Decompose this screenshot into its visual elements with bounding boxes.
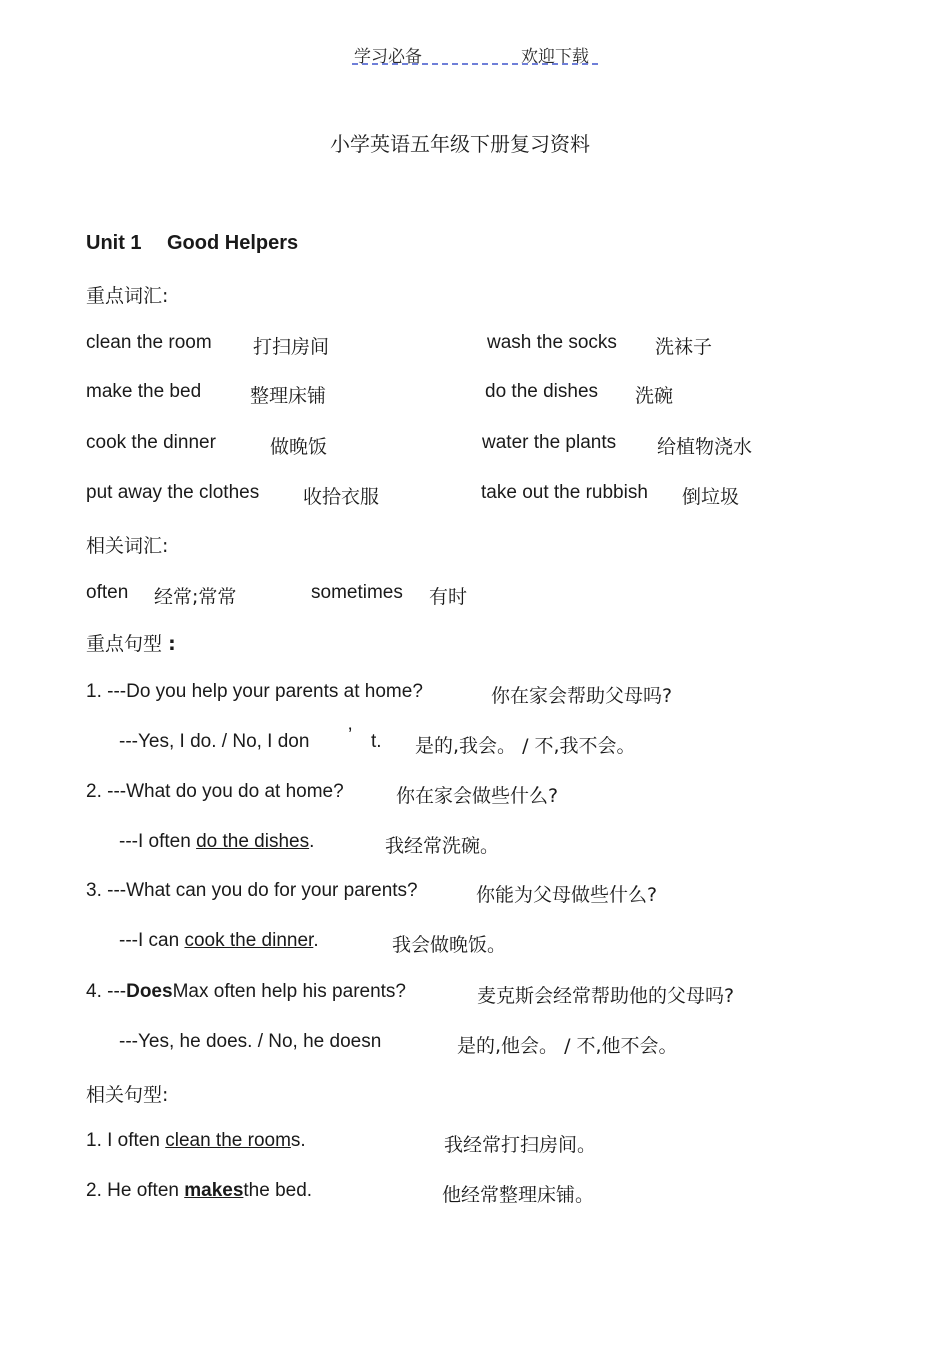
unit-number: Unit 1 — [86, 232, 142, 254]
question-4-cn: 麦克斯会经常帮助他的父母吗? — [477, 985, 735, 1007]
vocab-heading: 重点词汇: — [86, 285, 169, 307]
answer-1-cn: 是的,我会。 / 不,我不会。 — [415, 735, 636, 757]
vocab-cn: 倒垃圾 — [682, 486, 740, 508]
vocab-cn: 收拾衣服 — [303, 486, 380, 508]
vocab-en: make the bed — [86, 381, 202, 402]
related-sentence-2-cn: 他经常整理床铺。 — [442, 1184, 595, 1206]
vocab-en: wash the socks — [487, 332, 617, 353]
vocab-en: water the plants — [482, 432, 617, 453]
answer-3: ---I can cook the dinner. — [119, 930, 319, 951]
vocab-en: cook the dinner — [86, 432, 216, 453]
answer-2: ---I often do the dishes. — [119, 831, 315, 852]
header-divider — [352, 63, 598, 65]
answer-4: ---Yes, he does. / No, he doesn — [119, 1031, 382, 1052]
vocab-cn: 整理床铺 — [250, 385, 327, 407]
answer-4-cn: 是的,他会。 / 不,他不会。 — [457, 1035, 678, 1057]
answer-1: ---Yes, I do. / No, I don — [119, 731, 310, 752]
question-3-cn: 你能为父母做些什么? — [476, 884, 658, 906]
vocab-en: clean the room — [86, 332, 212, 353]
answer-1-t: t. — [371, 731, 382, 752]
vocab-cn: 给植物浇水 — [657, 436, 753, 458]
vocab-cn: 洗袜子 — [655, 336, 713, 358]
vocab-en: take out the rubbish — [481, 482, 648, 503]
vocab-en: do the dishes — [485, 381, 599, 402]
vocab-cn: 打扫房间 — [253, 336, 330, 358]
related-sentences-heading: 相关句型: — [86, 1084, 169, 1106]
related-vocab-heading: 相关词汇: — [86, 535, 169, 557]
related-word-cn: 经常;常常 — [154, 586, 237, 608]
unit-name: Good Helpers — [167, 232, 299, 254]
header-left: 学习必备 — [354, 47, 422, 67]
related-sentence-1: 1. I often clean the rooms. — [86, 1130, 306, 1151]
answer-3-cn: 我会做晚饭。 — [392, 934, 507, 956]
vocab-cn: 洗碗 — [635, 385, 674, 407]
question-4: 4. ---DoesMax often help his parents? — [86, 981, 406, 1002]
question-1-cn: 你在家会帮助父母吗? — [491, 685, 673, 707]
vocab-en: put away the clothes — [86, 482, 260, 503]
answer-1-apostrophe: ’ — [348, 725, 353, 746]
question-1: 1. ---Do you help your parents at home? — [86, 681, 423, 702]
related-word-cn: 有时 — [429, 586, 468, 608]
answer-2-cn: 我经常洗碗。 — [385, 835, 500, 857]
related-sentence-1-cn: 我经常打扫房间。 — [444, 1134, 597, 1156]
key-sentences-heading: 重点句型 : — [86, 633, 176, 655]
related-sentence-2: 2. He often makesthe bed. — [86, 1180, 313, 1201]
related-word: often — [86, 582, 129, 603]
question-3: 3. ---What can you do for your parents? — [86, 880, 418, 901]
related-word: sometimes — [311, 582, 403, 603]
page-title: 小学英语五年级下册复习资料 — [330, 132, 590, 156]
header-right: 欢迎下载 — [521, 47, 589, 67]
question-2: 2. ---What do you do at home? — [86, 781, 344, 802]
vocab-cn: 做晚饭 — [270, 436, 328, 458]
question-2-cn: 你在家会做些什么? — [396, 785, 559, 807]
